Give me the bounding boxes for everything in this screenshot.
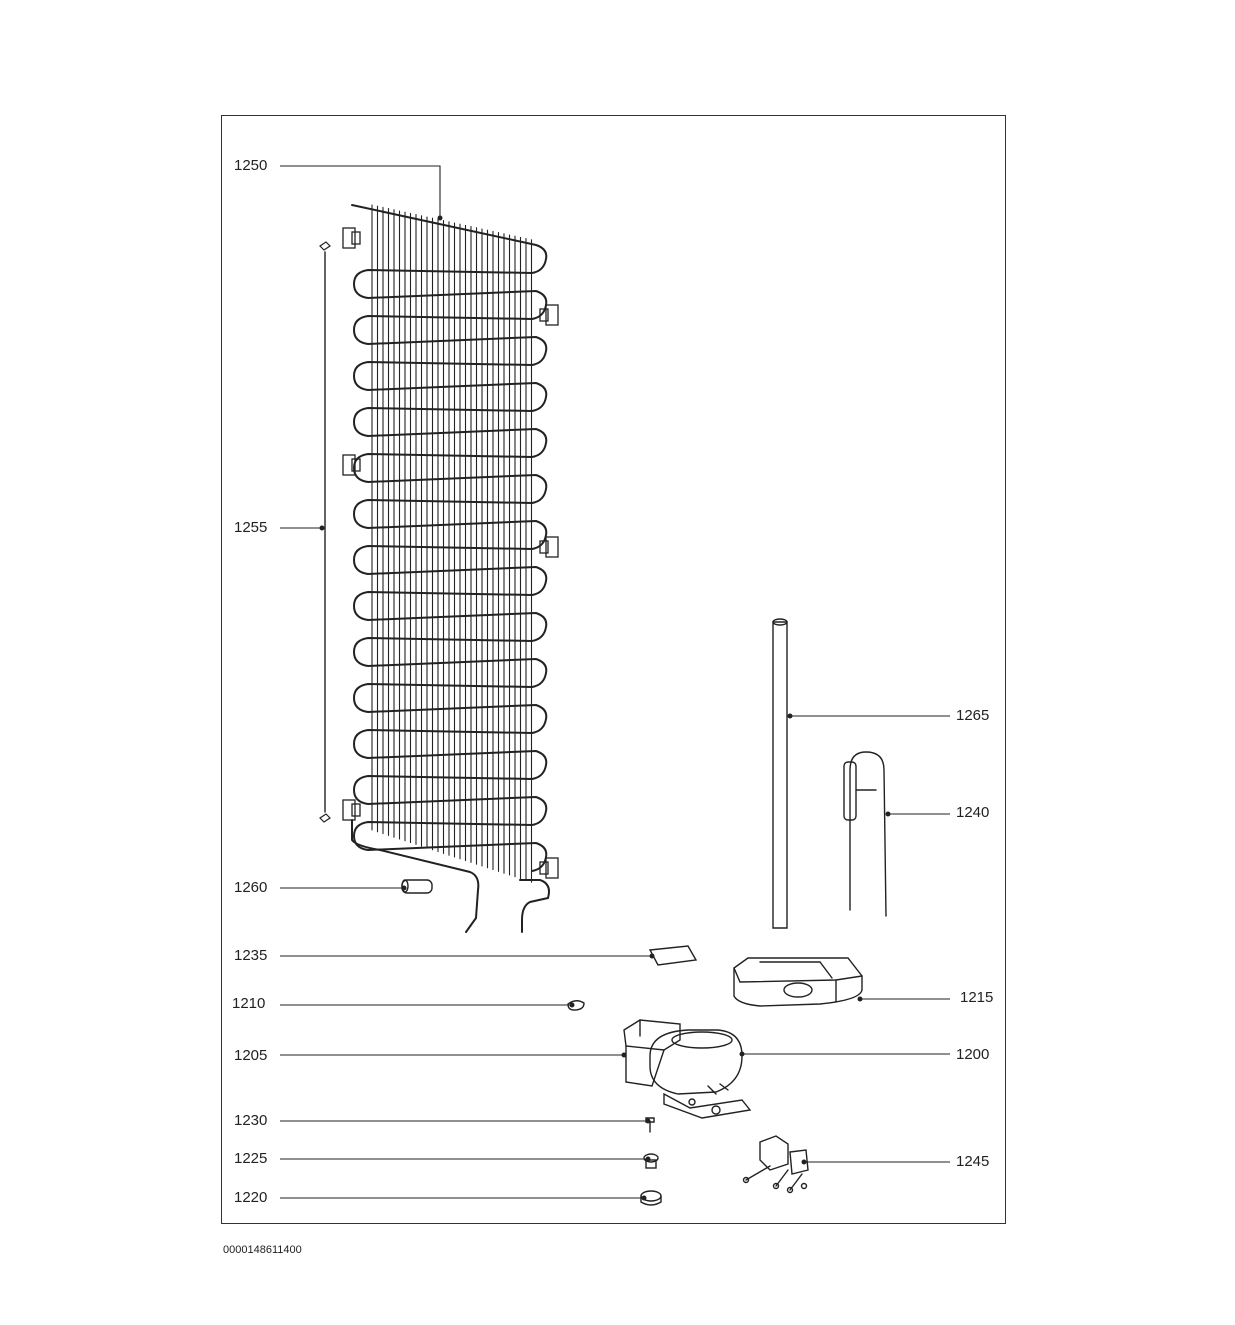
capillary-tube xyxy=(844,752,886,916)
callout-1200: 1200 xyxy=(956,1046,990,1063)
drawing-code: 0000148611400 xyxy=(223,1244,302,1256)
callout-1260: 1260 xyxy=(234,879,268,896)
callout-1225: 1225 xyxy=(234,1150,268,1167)
condenser-mounting-rod xyxy=(320,242,330,822)
grommet-bolt xyxy=(644,1154,658,1168)
insulation-pad xyxy=(650,946,696,965)
callout-1250: 1250 xyxy=(234,157,268,174)
callout-1215: 1215 xyxy=(960,989,994,1006)
callout-1235: 1235 xyxy=(234,947,268,964)
drip-tray xyxy=(734,958,862,1006)
insulation-tube xyxy=(773,619,787,928)
callout-1210: 1210 xyxy=(232,995,266,1012)
callout-1220: 1220 xyxy=(234,1189,268,1206)
callout-1240: 1240 xyxy=(956,804,990,821)
starter-relay xyxy=(744,1136,809,1193)
callout-1255: 1255 xyxy=(234,519,268,536)
callout-1230: 1230 xyxy=(234,1112,268,1129)
callout-1265: 1265 xyxy=(956,707,990,724)
compressor xyxy=(650,1030,750,1118)
condenser-coil xyxy=(343,205,558,932)
callout-1205: 1205 xyxy=(234,1047,268,1064)
drier-filter xyxy=(402,880,432,893)
callout-1245: 1245 xyxy=(956,1153,990,1170)
